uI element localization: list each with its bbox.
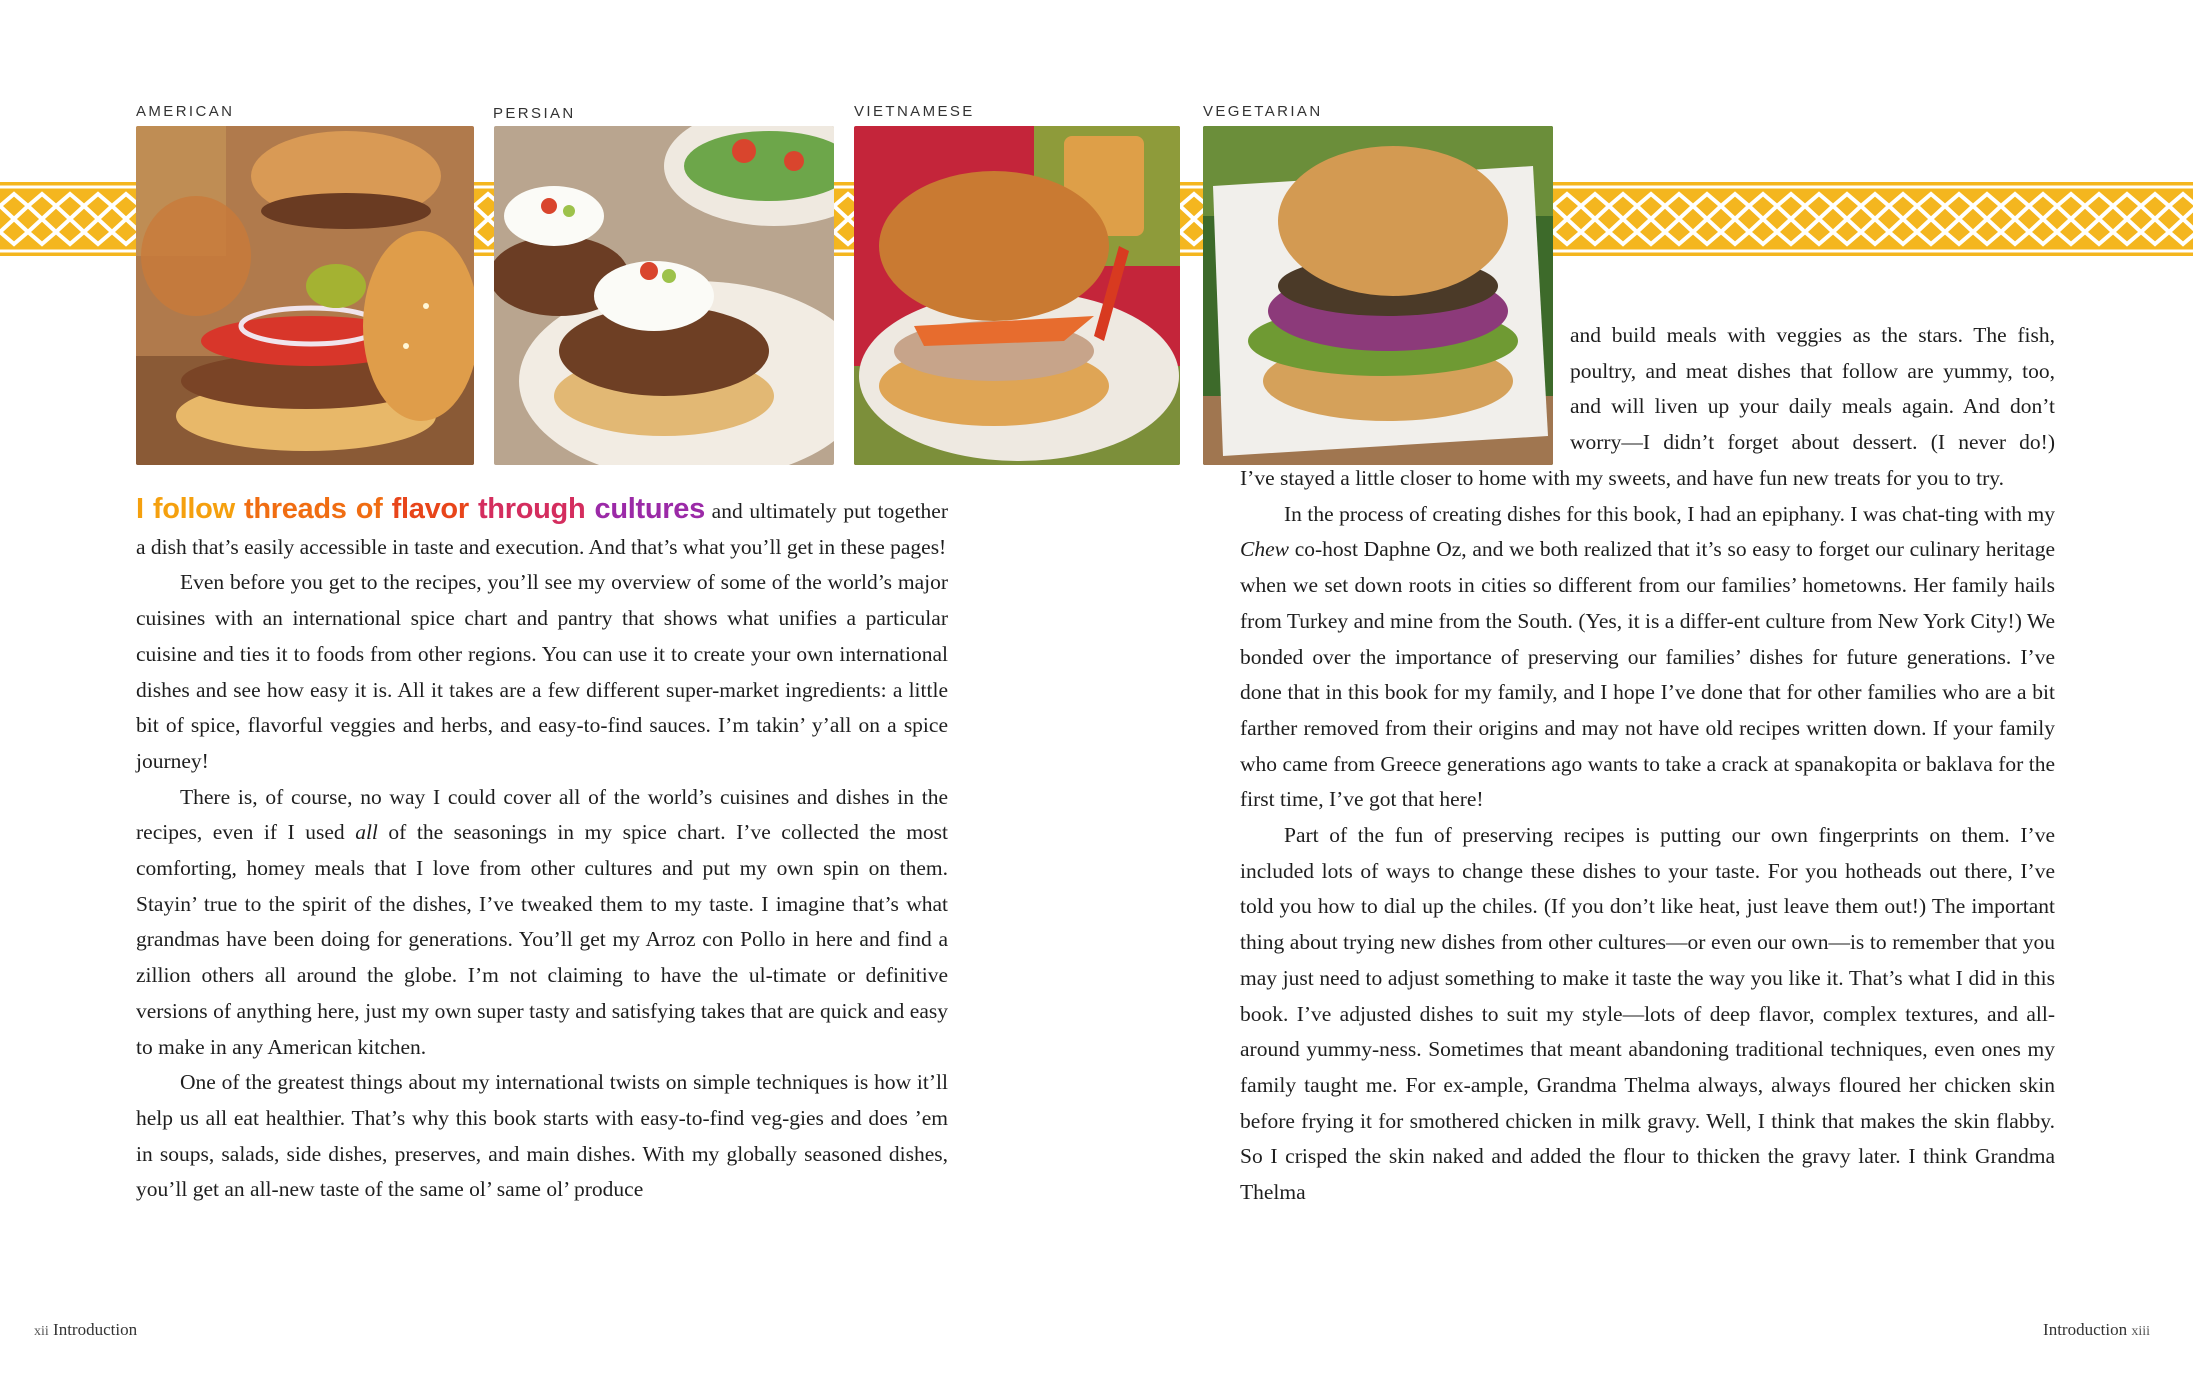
photo-label-american: AMERICAN xyxy=(136,103,235,120)
decorative-band-left xyxy=(0,182,140,256)
right-paragraph-2: In the process of creating dishes for this book, I had an epiphany. I was chat-ting with my Chew co-host Daphne Oz, and we both realized that it’s so easy to forget our culinary heritage when we set down roots in cities so different from our families’ hometowns. Her family hails from Turkey and mine from the South. (Yes, it is a differ-ent culture from New York City!) We bonded over the importance of preserving our families’ dishes for future generations. I’ve done that in this book for my family, and I hope I’ve done that for other families who are a bit farther removed from their origins and may not have old recipes written down. If your family who came from Greece generations ago wants to take a crack at spanakopita or baklava for the first time, I’ve got that here! xyxy=(1240,501,2055,812)
left-paragraph-2: Even before you get to the recipes, you’ll see my overview of some of the world’s major cuisines with an international spice chart and pantry that shows what unifies a particular cuisine and ties it to foods from other regions. You can use it to create your own international dishes and see how easy it is. All it takes are a few different super-market ingredients: a little bit of spice, flavorful veggies and herbs, and easy-to-find sauces. I’m takin’ y’all on a spice journey! xyxy=(136,570,948,773)
photo-label-vietnamese: VIETNAMESE xyxy=(854,103,975,120)
photo-label-vegetarian: VEGETARIAN xyxy=(1203,103,1323,120)
photo-persian-burger xyxy=(494,126,834,465)
left-paragraph-1: I follow threads of flavor through cultures and ultimately put together a dish that’s easily accessible in taste and execution. And that’s what you’ll get in these pages! xyxy=(136,493,948,559)
decorative-band-right xyxy=(1553,182,2193,256)
right-column xyxy=(1240,461,2055,1211)
photo-vegetarian-burger xyxy=(1203,126,1553,465)
decorative-band-gap-2 xyxy=(834,182,854,256)
photo-american-burger xyxy=(136,126,474,465)
right-line-2: poultry, and meat dishes that follow are yummy, too, xyxy=(1570,358,2055,383)
page-number-left: xii xyxy=(34,1324,49,1339)
photo-vietnamese-burger xyxy=(854,126,1180,465)
footer-left xyxy=(34,1320,137,1340)
footer-right xyxy=(2026,1320,2150,1340)
running-title-left: Introduction xyxy=(53,1320,138,1339)
right-line-3: and will liven up your daily meals again. And don’t xyxy=(1570,394,2055,419)
right-column-top xyxy=(1570,318,2055,461)
running-title-right: Introduction xyxy=(2043,1320,2128,1339)
left-paragraph-3: There is, of course, no way I could cover all of the world’s cuisines and dishes in the recipes, even if I used all of the seasonings in my spice chart. I’ve collected the most comforting, homey meals that I love from other cultures and put my own spin on them. Stayin’ true to the spirit of the dishes, I’ve tweaked them to my taste. I imagine that’s what grandmas have been doing for generations. You’ll get my Arroz con Pollo in here and find a zillion others all around the globe. I’m not claiming to have the ul-timate or definitive versions of anything here, just my own super tasty and satisfying takes that are quick and easy to make in any American kitchen. xyxy=(136,784,949,1059)
lead-phrase: I follow threads of flavor through cultures xyxy=(136,493,705,525)
decorative-band-gap-1 xyxy=(474,182,494,256)
decorative-band-gap-3 xyxy=(1180,182,1204,256)
right-paragraph-3: Part of the fun of preserving recipes is putting our own fingerprints on them. I’ve included lots of ways to change these dishes to your taste. For you hotheads out there, I’ve told you how to dial up the chiles. (If you don’t like heat, just leave them out!) The important thing about trying new dishes from other cultures—or even our own—is to remember that you may just need to adjust something to make it taste the way you like it. That’s what I did in this book. I’ve adjusted dishes to suit my style—lots of deep flavor, complex textures, and all-around yummy-ness. Sometimes that meant abandoning traditional techniques, even ones my family taught me. For ex-ample, Grandma Thelma always, always floured her chicken skin before frying it for smothered chicken in milk gravy. Well, I think that makes the skin flabby. So I crisped the skin naked and added the flour to thicken the gravy later. I think Grandma Thelma xyxy=(1240,823,2055,1205)
page-number-right: xiii xyxy=(2131,1324,2150,1339)
right-line-4: worry—I didn’t forget about dessert. (I never do!) xyxy=(1570,430,2055,455)
left-column xyxy=(136,492,948,1208)
left-paragraph-4: One of the greatest things about my international twists on simple techniques is how it’ll help us all eat healthier. That’s why this book starts with easy-to-find veg-gies and does ’em in soups, salads, side dishes, preserves, and main dishes. With my globally seasoned dishes, you’ll get an all-new taste of the same ol’ same ol’ produce xyxy=(136,1070,948,1202)
right-line-1: and build meals with veggies as the stars. The fish, xyxy=(1570,323,2055,347)
photo-label-persian: PERSIAN xyxy=(493,105,576,122)
right-paragraph-1-tail: I’ve stayed a little closer to home with my sweets, and have fun new treats for you to try. xyxy=(1240,466,2005,490)
